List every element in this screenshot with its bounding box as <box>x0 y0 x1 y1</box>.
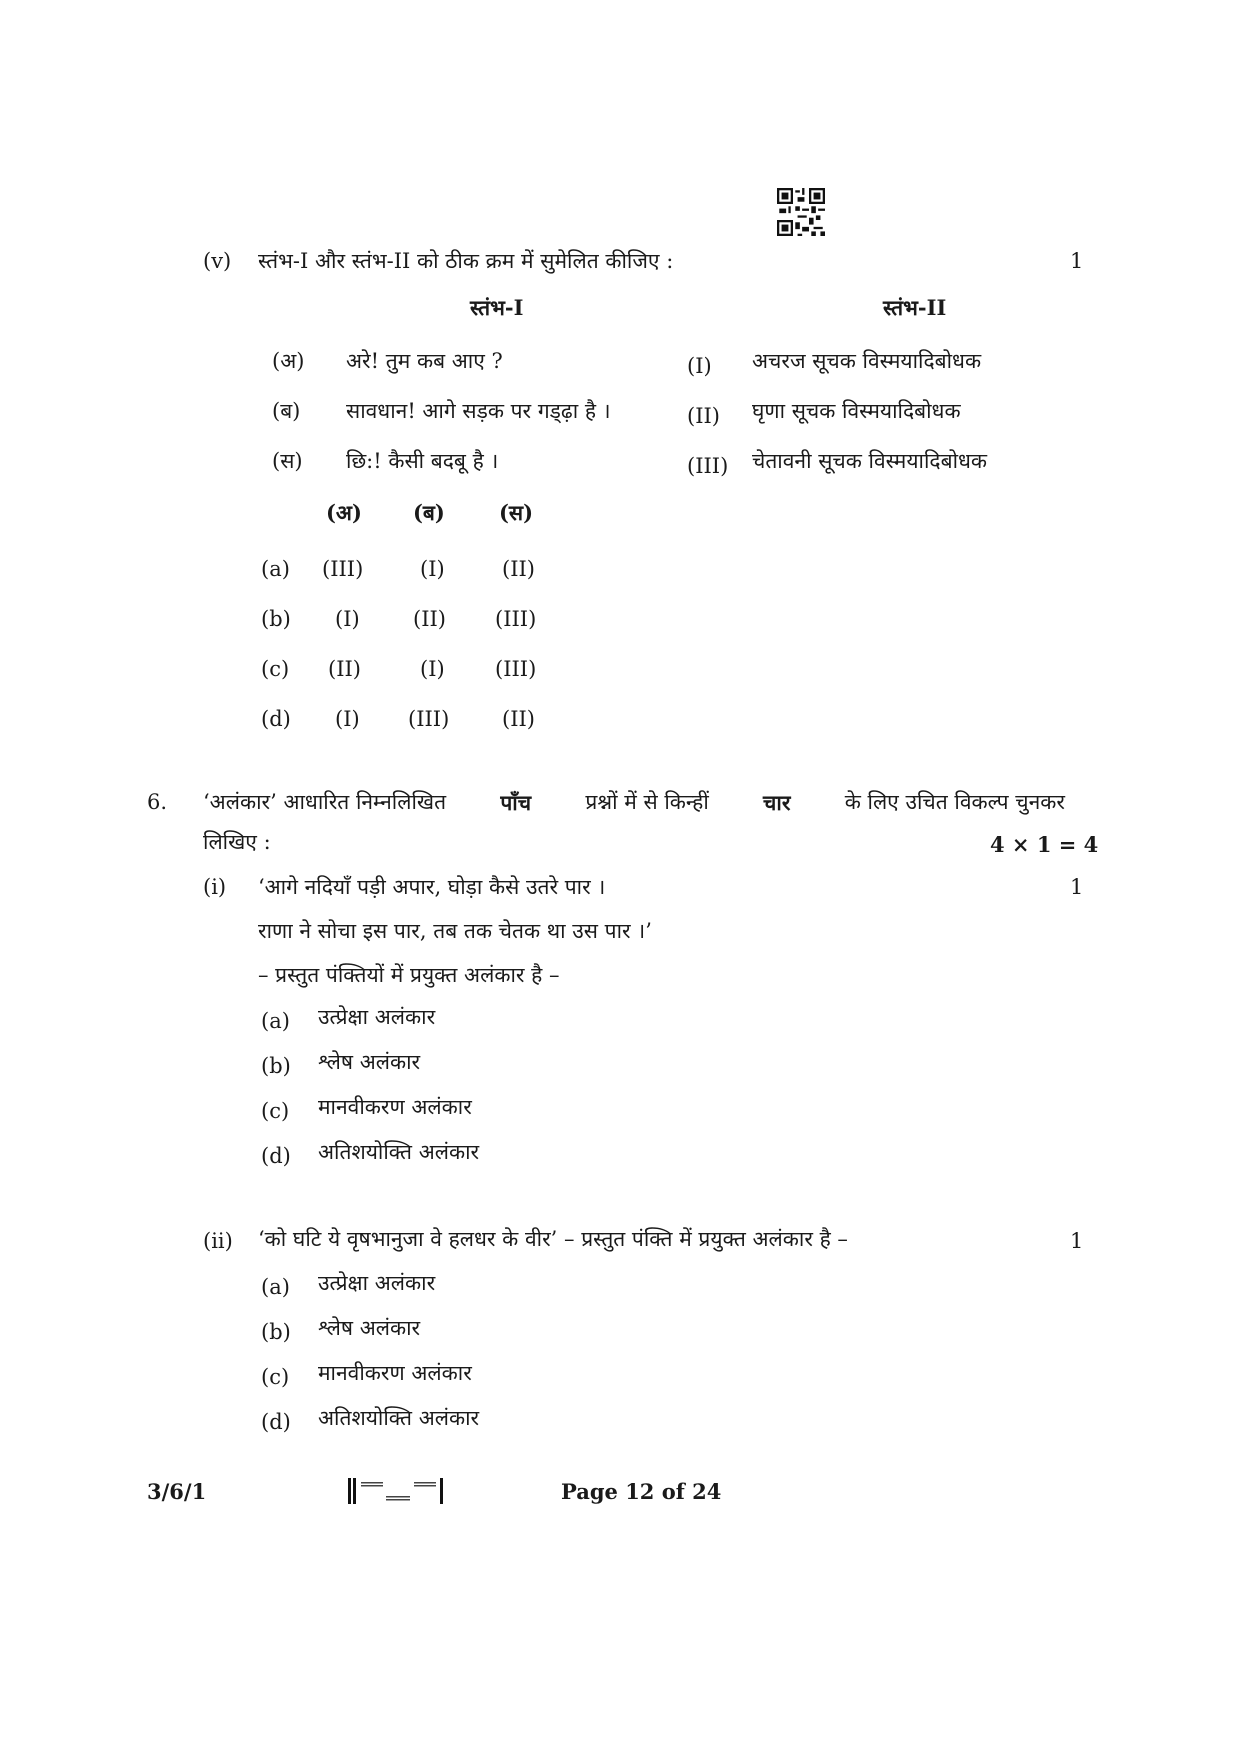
col1-text: अरे! तुम कब आए ? <box>346 349 503 373</box>
barcode-mark-icon <box>348 1476 448 1506</box>
col2-text: चेतावनी सूचक विस्मयादिबोधक <box>752 449 988 473</box>
option-text: मानवीकरण अलंकार <box>318 1095 472 1119</box>
col1-key: (स) <box>272 449 303 473</box>
subquestion-text: – प्रस्तुत पंक्तियों में प्रयुक्त अलंकार है – <box>258 963 560 987</box>
column-2-heading: स्तंभ-II <box>883 295 947 320</box>
column-1-heading: स्तंभ-I <box>470 295 524 320</box>
subquestion-marks: 1 <box>1070 1229 1084 1253</box>
option-label: (c) <box>261 1365 290 1389</box>
option-text: अतिशयोक्ति अलंकार <box>318 1140 480 1164</box>
option-value: (II) <box>502 707 535 731</box>
answer-header: (अ) <box>326 500 362 525</box>
paper-code: 3/6/1 <box>147 1479 207 1504</box>
option-label: (d) <box>261 1144 291 1168</box>
answer-header: (स) <box>499 500 534 525</box>
option-value: (III) <box>495 657 537 681</box>
option-value: (III) <box>322 557 364 581</box>
question-marks: 1 <box>1070 249 1084 273</box>
option-label: (c) <box>261 1099 290 1123</box>
subquestion-text: राणा ने सोचा इस पार, तब तक चेतक था उस पार ।’ <box>258 919 652 943</box>
option-value: (I) <box>335 607 360 631</box>
option-label: (c) <box>261 657 290 681</box>
option-value: (I) <box>420 657 445 681</box>
question-number: 6. <box>147 790 168 814</box>
col2-key: (I) <box>687 354 712 378</box>
option-label: (a) <box>261 1009 290 1033</box>
option-label: (d) <box>261 1410 291 1434</box>
subquestion-number: (ii) <box>203 1229 233 1253</box>
option-value: (III) <box>408 707 450 731</box>
option-value: (I) <box>420 557 445 581</box>
subquestion-text: ‘को घटि ये वृषभानुजा वे हलधर के वीर’ – प्रस्तुत पंक्ति में प्रयुक्त अलंकार है – <box>258 1227 848 1251</box>
option-label: (a) <box>261 1275 290 1299</box>
option-label: (b) <box>261 607 291 631</box>
option-label: (b) <box>261 1054 291 1078</box>
option-label: (d) <box>261 707 291 731</box>
answer-header: (ब) <box>413 500 445 525</box>
question-text-line <box>203 792 1065 813</box>
col1-key: (ब) <box>272 399 301 423</box>
option-value: (II) <box>413 607 446 631</box>
option-label: (b) <box>261 1320 291 1344</box>
question-marks: 4 × 1 = 4 <box>990 832 1099 857</box>
col1-key: (अ) <box>272 349 305 373</box>
question-number: (v) <box>203 249 232 273</box>
question-text: के लिए उचित विकल्प चुनकर <box>844 790 1065 814</box>
option-label: (a) <box>261 557 290 581</box>
question-text: ‘अलंकार’ आधारित निम्नलिखित <box>203 790 447 814</box>
option-value: (II) <box>502 557 535 581</box>
col2-text: अचरज सूचक विस्मयादिबोधक <box>752 349 982 373</box>
col1-text: सावधान! आगे सड़क पर गड्ढ़ा है । <box>346 399 611 423</box>
option-value: (II) <box>328 657 361 681</box>
option-text: उत्प्रेक्षा अलंकार <box>318 1005 436 1029</box>
col1-text: छि:! कैसी बदबू है । <box>346 449 499 473</box>
question-emphasis: चार <box>763 790 791 815</box>
col2-text: घृणा सूचक विस्मयादिबोधक <box>752 399 961 423</box>
col2-key: (III) <box>687 454 729 478</box>
question-emphasis: पाँच <box>500 790 532 815</box>
subquestion-text: ‘आगे नदियाँ पड़ी अपार, घोड़ा कैसे उतरे पार । <box>258 875 606 899</box>
subquestion-number: (i) <box>203 875 227 899</box>
option-text: मानवीकरण अलंकार <box>318 1361 472 1385</box>
question-text: प्रश्नों में से किन्हीं <box>585 790 709 814</box>
option-text: श्लेष अलंकार <box>318 1050 421 1074</box>
question-text: लिखिए : <box>203 830 271 854</box>
subquestion-marks: 1 <box>1070 875 1084 899</box>
option-text: उत्प्रेक्षा अलंकार <box>318 1271 436 1295</box>
qr-code-icon <box>777 188 825 236</box>
page-number: Page 12 of 24 <box>561 1479 722 1504</box>
option-text: श्लेष अलंकार <box>318 1316 421 1340</box>
option-value: (I) <box>335 707 360 731</box>
option-text: अतिशयोक्ति अलंकार <box>318 1406 480 1430</box>
question-prompt: स्तंभ-I और स्तंभ-II को ठीक क्रम में सुमेलित कीजिए : <box>258 249 674 273</box>
option-value: (III) <box>495 607 537 631</box>
col2-key: (II) <box>687 404 720 428</box>
